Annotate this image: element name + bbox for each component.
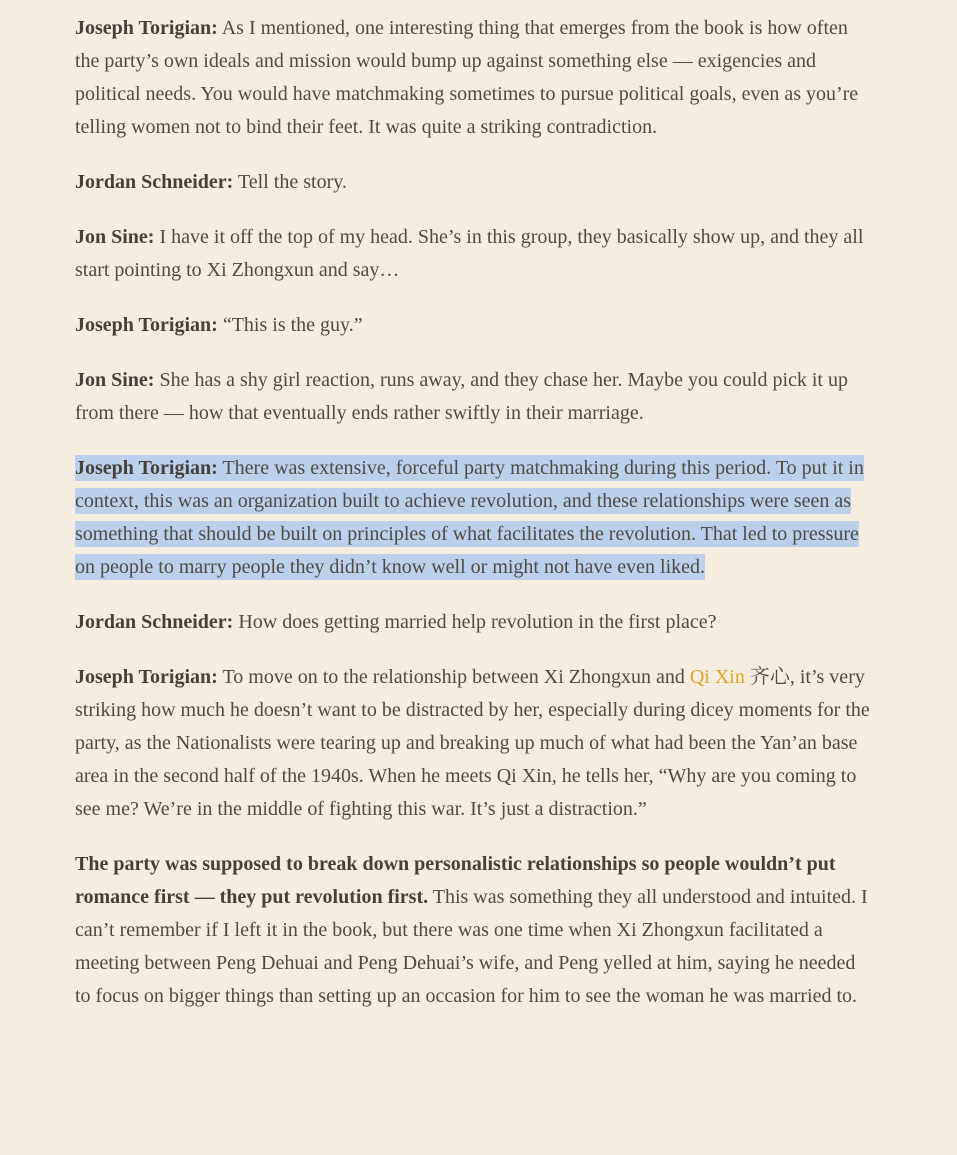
paragraph-text: I have it off the top of my head. She’s in this group, they basically show up, and they all start pointing to Xi Zhongxun and say…: [75, 226, 864, 281]
transcript-paragraph: [75, 364, 875, 430]
transcript-paragraph: [75, 309, 875, 342]
speaker-name: Jon Sine:: [75, 226, 155, 248]
paragraph-text: She has a shy girl reaction, runs away, and they chase her. Maybe you could pick it up from there — how that eventually ends rather swiftly in their marriage.: [75, 369, 848, 424]
qi-xin-link[interactable]: Qi Xin: [689, 666, 745, 688]
transcript-paragraph: [75, 661, 875, 826]
transcript-paragraph: [75, 12, 875, 144]
text-selection-highlight[interactable]: [75, 455, 864, 580]
bold-lead-sentence: The party was supposed to break down personalistic relationships so people wouldn’t put romance first — they put revolution first.: [75, 853, 836, 908]
speaker-name: Joseph Torigian:: [75, 314, 218, 336]
transcript-paragraph: [75, 606, 875, 639]
speaker-name: Jordan Schneider:: [75, 611, 234, 633]
paragraph-text: To move on to the relationship between Xi Zhongxun and: [217, 666, 690, 688]
paragraph-text: As I mentioned, one interesting thing that emerges from the book is how often the party’s own ideals and mission would bump up against something else — exigencies and political needs. You would have matchmaking sometimes to pursue political goals, even as you’re telling women not to bind their feet. It was quite a striking contradiction.: [75, 17, 859, 138]
speaker-name: Joseph Torigian:: [75, 457, 218, 479]
highlighted-paragraph: [75, 452, 875, 584]
paragraph-text: How does getting married help revolution in the first place?: [233, 611, 717, 633]
paragraph-text: “This is the guy.”: [217, 314, 363, 336]
paragraph-text: There was extensive, forceful party matchmaking during this period. To put it in context, this was an organization built to achieve revolution, and these relationships were seen as something that should be built on principles of what facilitates the revolution. That led to pressure on people to marry people they didn’t know well or might not have even liked.: [75, 457, 864, 578]
paragraph-text: This was something they all understood and intuited. I can’t remember if I left it in the book, but there was one time when Xi Zhongxun facilitated a meeting between Peng Dehuai and Peng Dehuai’s wife, and Peng yelled at him, saying he needed to focus on bigger things than setting up an occasion for him to see the woman he was married to.: [75, 886, 868, 1007]
speaker-name: Joseph Torigian:: [75, 666, 218, 688]
speaker-name: Joseph Torigian:: [75, 17, 218, 39]
transcript-paragraph: [75, 221, 875, 287]
transcript-paragraph: [75, 848, 875, 1013]
speaker-name: Jon Sine:: [75, 369, 155, 391]
article-body: [75, 12, 875, 1035]
paragraph-text: 齐心, it’s very striking how much he doesn’t want to be distracted by her, especially during dicey moments for the party, as the Nationalists were tearing up and breaking up much of what had been the Yan’an base area in the second half of the 1940s. When he meets Qi Xin, he tells her, “Why are you coming to see me? We’re in the middle of fighting this war. It’s just a distraction.”: [75, 666, 870, 820]
paragraph-text: Tell the story.: [233, 171, 347, 193]
speaker-name: Jordan Schneider:: [75, 171, 234, 193]
transcript-paragraph: [75, 166, 875, 199]
